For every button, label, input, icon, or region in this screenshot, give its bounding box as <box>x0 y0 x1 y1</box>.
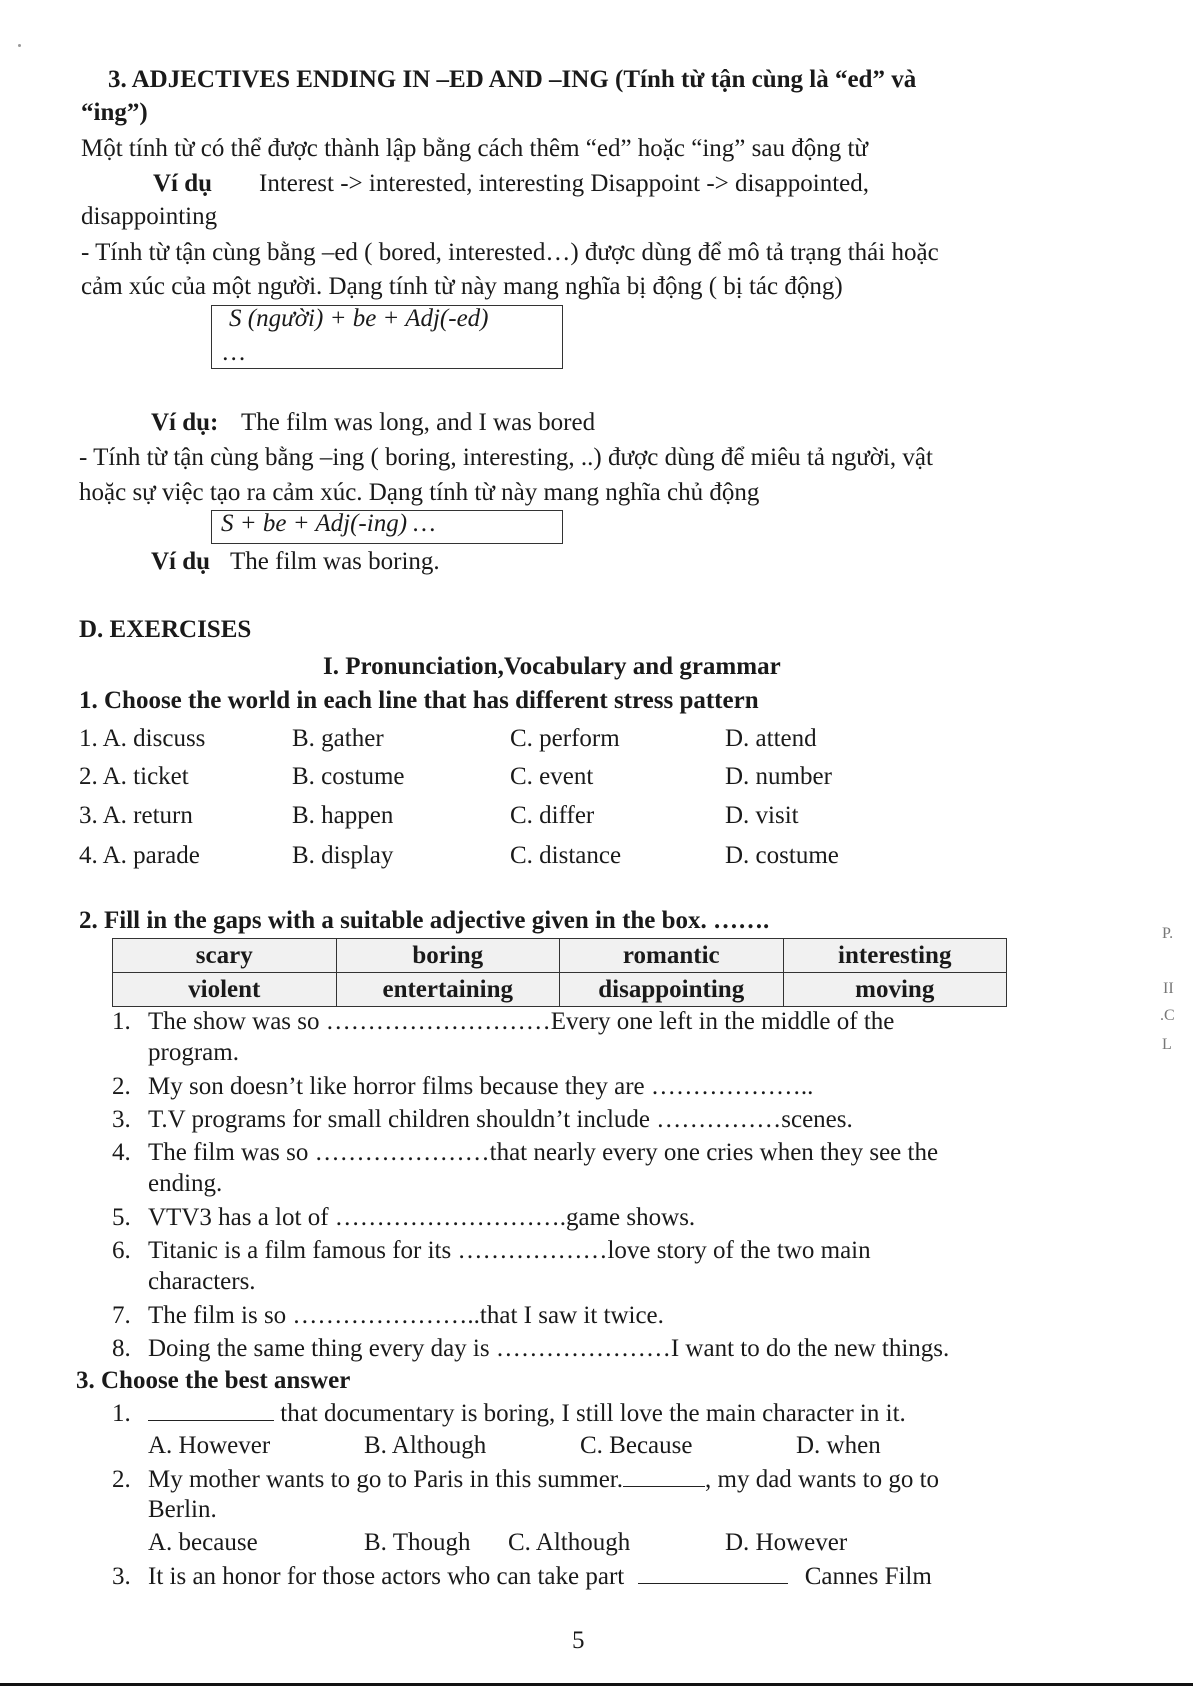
margin-mark: P. <box>1162 925 1174 942</box>
adjective-cell: romantic <box>560 939 784 973</box>
adjective-cell: scary <box>113 939 337 973</box>
part-title: I. Pronunciation,Vocabulary and grammar <box>323 653 781 680</box>
example-label: Ví dụ <box>151 548 211 575</box>
example-text: The film was boring. <box>230 548 440 575</box>
adjective-box <box>112 938 1007 1007</box>
example-label: Ví dụ <box>153 170 213 197</box>
q2-item-number: 7. <box>112 1302 131 1329</box>
q3-item-text-cont: Berlin. <box>148 1496 217 1523</box>
adjective-cell: disappointing <box>560 973 784 1007</box>
q1-option: C. distance <box>510 842 622 869</box>
q1-option: B. costume <box>292 763 405 790</box>
adjective-row <box>113 973 1007 1007</box>
q3-item-text <box>148 1397 906 1431</box>
q1-option: D. attend <box>725 725 817 752</box>
q2-item-text: Titanic is a film famous for its ………………love story of the two main <box>148 1237 871 1264</box>
q2-item-text-cont: characters. <box>148 1268 256 1295</box>
q1-option: 2. A. ticket <box>79 763 189 790</box>
question-1-title: 1. Choose the world in each line that has different stress pattern <box>79 687 759 714</box>
q2-item-text: T.V programs for small children shouldn’t include ……………scenes. <box>148 1106 853 1133</box>
adjective-row <box>113 939 1007 973</box>
adjective-cell: moving <box>783 973 1007 1007</box>
q3-item-text-after: , my dad wants to go to <box>705 1466 940 1493</box>
q3-item-number: 3. <box>112 1563 131 1590</box>
margin-mark: L <box>1162 1036 1172 1053</box>
q1-option: C. event <box>510 763 594 790</box>
q3-item-text-after: Cannes Film <box>804 1563 932 1590</box>
example-text: The film was long, and I was bored <box>241 409 596 436</box>
example-label: Ví dụ: <box>151 409 219 436</box>
section-heading: 3. ADJECTIVES ENDING IN –ED AND –ING (Tính từ tận cùng là “ed” và <box>108 66 917 93</box>
adjective-cell: boring <box>336 939 560 973</box>
q2-item-text: The film was so …………………that nearly every one cries when they see the <box>148 1139 939 1166</box>
q2-item-text: The show was so ………………………Every one left in the middle of the <box>148 1008 895 1035</box>
adjective-cell: interesting <box>783 939 1007 973</box>
ing-rule: - Tính từ tận cùng bằng –ing ( boring, interesting, ..) được dùng để miêu tả người, vật <box>79 444 933 471</box>
q1-option: C. perform <box>510 725 620 752</box>
q1-option: 4. A. parade <box>79 842 200 869</box>
q2-item-text: The film is so …………………..that I saw it twice. <box>148 1302 664 1329</box>
ed-formula-dots: … <box>223 339 246 366</box>
margin-mark: .C <box>1160 1007 1175 1024</box>
q2-item-number: 6. <box>112 1237 131 1264</box>
q2-item-text-cont: ending. <box>148 1170 223 1197</box>
adjective-cell: violent <box>113 973 337 1007</box>
q3-item-number: 2. <box>112 1466 131 1493</box>
q2-item-text-cont: program. <box>148 1039 239 1066</box>
q1-option: D. visit <box>725 802 799 829</box>
q3-item-text <box>148 1560 932 1594</box>
q3-option: A. because <box>148 1529 258 1556</box>
answer-blank <box>623 1464 705 1487</box>
q3-option: A. However <box>148 1432 271 1459</box>
q1-option: B. gather <box>292 725 384 752</box>
adjective-cell: entertaining <box>336 973 560 1007</box>
margin-mark: II <box>1163 980 1174 997</box>
q2-item-text: My son doesn’t like horror films because they are ……………….. <box>148 1073 814 1100</box>
q2-item-number: 2. <box>112 1073 131 1100</box>
q3-option: D. However <box>725 1529 848 1556</box>
q1-option: B. happen <box>292 802 394 829</box>
ing-formula: S + be + Adj(-ing) … <box>221 510 436 537</box>
q2-item-text: Doing the same thing every day is …………………I want to do the new things. <box>148 1335 950 1362</box>
question-2-title: 2. Fill in the gaps with a suitable adjective given in the box. ……. <box>79 907 770 934</box>
example-text-cont: disappointing <box>81 203 218 230</box>
q2-item-number: 4. <box>112 1139 131 1166</box>
q3-option: C. Because <box>580 1432 693 1459</box>
q3-item-text <box>148 1463 939 1497</box>
example-text: Interest -> interested, interesting Disappoint -> disappointed, <box>259 170 869 197</box>
page-number: 5 <box>572 1627 585 1654</box>
q3-option: B. Though <box>364 1529 471 1556</box>
q1-option: C. differ <box>510 802 595 829</box>
ed-rule-cont: cảm xúc của một người. Dạng tính từ này mang nghĩa bị động ( bị tác động) <box>81 273 843 300</box>
q2-item-text: VTV3 has a lot of ……………………….game shows. <box>148 1204 696 1231</box>
scan-speck <box>18 44 21 47</box>
question-3-title: 3. Choose the best answer <box>76 1367 351 1394</box>
q2-item-number: 5. <box>112 1204 131 1231</box>
q1-option: 1. A. discuss <box>79 725 206 752</box>
q1-option: B. display <box>292 842 394 869</box>
q2-item-number: 8. <box>112 1335 131 1362</box>
answer-blank <box>638 1561 788 1584</box>
q3-item-text-after: that documentary is boring, I still love the main character in it. <box>280 1400 906 1427</box>
intro-text: Một tính từ có thể được thành lập bằng cách thêm “ed” hoặc “ing” sau động từ <box>81 135 868 162</box>
section-heading-cont: “ing”) <box>81 99 148 126</box>
ed-rule: - Tính từ tận cùng bằng –ed ( bored, interested…) được dùng để mô tả trạng thái hoặc <box>81 239 939 266</box>
ed-formula: S (người) + be + Adj(-ed) <box>229 305 489 332</box>
q1-option: D. number <box>725 763 832 790</box>
answer-blank <box>148 1398 274 1421</box>
q3-item-text-before: My mother wants to go to Paris in this summer. <box>148 1466 623 1493</box>
q1-option: D. costume <box>725 842 839 869</box>
exercises-heading: D. EXERCISES <box>79 616 252 643</box>
q3-item-text-before: It is an honor for those actors who can take part <box>148 1563 625 1590</box>
q3-option: B. Although <box>364 1432 487 1459</box>
q2-item-number: 3. <box>112 1106 131 1133</box>
q2-item-number: 1. <box>112 1008 131 1035</box>
q3-item-number: 1. <box>112 1400 131 1427</box>
ing-rule-cont: hoặc sự việc tạo ra cảm xúc. Dạng tính từ này mang nghĩa chủ động <box>79 479 760 506</box>
q3-option: D. when <box>796 1432 881 1459</box>
q3-option: C. Although <box>508 1529 631 1556</box>
q1-option: 3. A. return <box>79 802 193 829</box>
